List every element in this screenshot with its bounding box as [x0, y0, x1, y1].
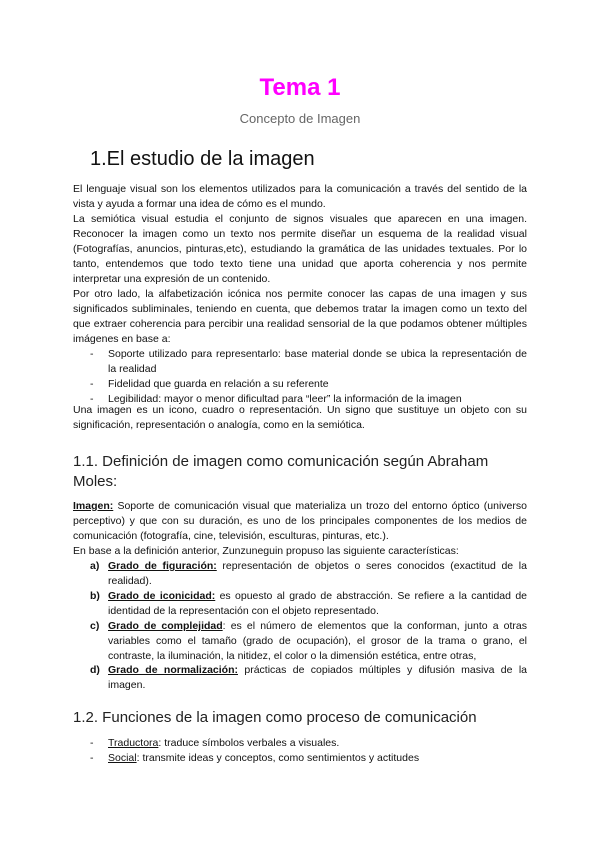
item-text: prácticas de copiados múltiples y difusión masiva de la imagen. [108, 664, 527, 691]
bullet-dash: - [90, 737, 94, 749]
list-marker: c) [90, 620, 100, 632]
characteristics-intro: En base a la definición anterior, Zunzuneguin propuso las siguiente características: [73, 545, 459, 557]
item-term: Traductora [108, 737, 159, 749]
definition-term: Imagen: [73, 500, 114, 512]
section-1-paragraph-1: El lenguaje visual son los elementos utilizados para la comunicación a través del sentido de la vista y ayuda a formar una idea de cómo es el mundo. [73, 183, 527, 210]
list-marker: a) [90, 560, 100, 572]
definition-text: Soporte de comunicación visual que materializa un trozo del entorno óptico (universo perceptivo) y que con su duración, es uno de los principales componentes de los medios de comunicación (fotografía, cine, televisión, esculturas, pinturas, etc.). [73, 500, 527, 542]
list-marker: b) [90, 590, 100, 602]
section-1-1-heading: 1.1. Definición de imagen como comunicación según Abraham Moles: [73, 453, 489, 490]
list-item [90, 736, 527, 751]
bullet-dash: - [90, 378, 94, 390]
item-term: Grado de complejidad [108, 620, 223, 632]
item-text: : transmite ideas y conceptos, como sentimientos y actitudes [136, 752, 420, 764]
document-title: Tema 1 [259, 74, 341, 101]
list-marker: d) [90, 664, 100, 676]
section-1-paragraph-3: Por otro lado, la alfabetización icónica nos permite conocer las capas de una imagen y sus significados subliminales, teniendo en cuenta, que debemos tratar la imagen como un texto del que extraer coherencia para percibir una realidad sensorial de la que podamos obtener múltiples imágenes en base a: [73, 288, 527, 345]
image-definition [73, 499, 527, 544]
bullet-text: Fidelidad que guarda en relación a su referente [108, 378, 329, 390]
section-1-paragraph-4: Una imagen es un icono, cuadro o representación. Un signo que sustituye un objeto con su significación, representación o analogía, como en la semiótica. [73, 404, 527, 431]
section-1-paragraph-2: La semiótica visual estudia el conjunto de signos visuales que aparecen en una imagen. Reconocer la imagen como un texto nos permite diseñar un esquema de la realidad visual (Fotografías, anuncios, pinturas,etc), estudiando la gramática de las unidades textuales. Por lo tanto, entendemos que todo texto tiene una unidad que aporta coherencia y nos permite interpretar una expresión de un contenido. [73, 213, 527, 285]
bullet-text: Legibilidad: mayor o menor dificultad para “leer” la información de la imagen [108, 393, 462, 405]
item-text: representación de objetos o seres conocidos (exactitud de la realidad). [108, 560, 527, 587]
list-item [90, 619, 527, 664]
list-item [90, 589, 527, 619]
list-item [90, 663, 527, 693]
item-term: Grado de figuración: [108, 560, 217, 572]
item-term: Grado de iconicidad: [108, 590, 216, 602]
list-item [90, 347, 527, 377]
bullet-text: Soporte utilizado para representarlo: base material donde se ubica la representación de la realidad [108, 348, 527, 375]
item-term: Social [108, 752, 137, 764]
section-1-2-heading: 1.2. Funciones de la imagen como proceso de comunicación [73, 709, 477, 726]
list-item [90, 751, 527, 766]
list-item [90, 377, 527, 392]
item-term: Grado de normalización: [108, 664, 238, 676]
item-text: : es el número de elementos que la conforman, junto a otras variables como el tamaño (grado de ocupación), el grosor de la trama o grano, el contraste, la iluminación, la nitidez, el color o la dimensión estética, entre otras, [108, 620, 527, 662]
item-text: es opuesto al grado de abstracción. Se refiere a la cantidad de identidad de la representación con el objeto representado. [108, 590, 527, 617]
item-text: : traduce símbolos verbales a visuales. [158, 737, 340, 749]
bullet-dash: - [90, 393, 94, 405]
bullet-dash: - [90, 348, 94, 360]
document-subtitle: Concepto de Imagen [239, 111, 361, 126]
section-1-heading: 1.El estudio de la imagen [90, 148, 315, 170]
bullet-dash: - [90, 752, 94, 764]
list-item [90, 559, 527, 589]
